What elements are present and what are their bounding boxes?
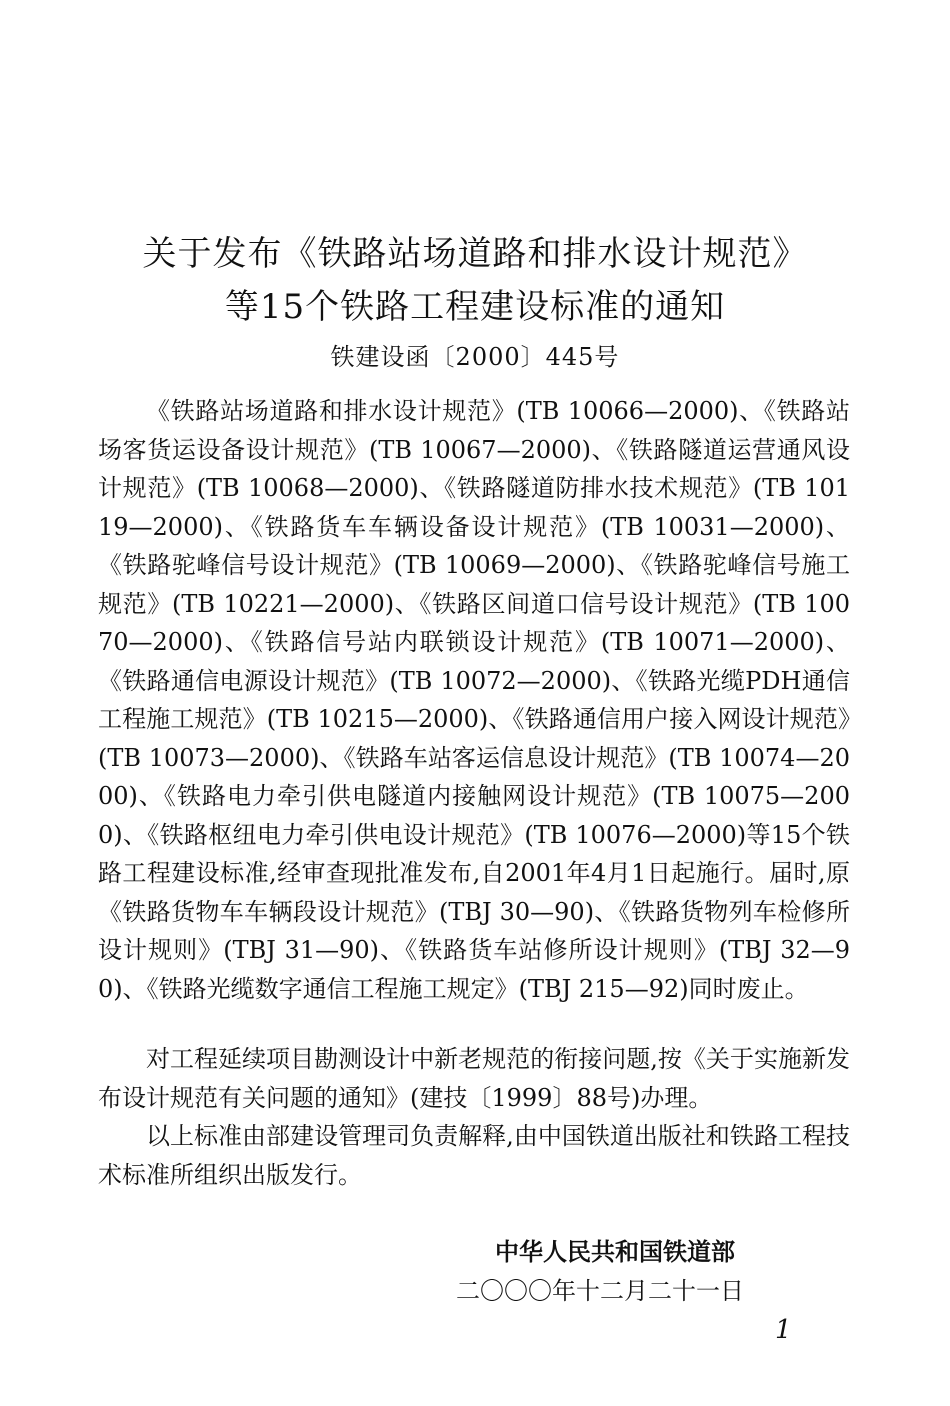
body-paragraph-transition: 对工程延续项目勘测设计中新老规范的衔接问题,按《关于实施新发布设计规范有关问题的通知》(建技〔1999〕88号)办理。 xyxy=(98,1045,850,1112)
body-paragraph-interpretation: 以上标准由部建设管理司负责解释,由中国铁道出版社和铁路工程技术标准所组织出版发行。 xyxy=(98,1122,850,1189)
signature-organization: 中华人民共和国铁道部 xyxy=(495,1237,735,1266)
signature-date: 二〇〇〇年十二月二十一日 xyxy=(456,1277,744,1305)
notice-title-line-2: 等15个铁路工程建设标准的通知 xyxy=(224,287,726,327)
notice-title-line-1: 关于发布《铁路站场道路和排水设计规范》 xyxy=(142,234,808,274)
page-number: 1 xyxy=(775,1315,792,1345)
body-paragraph-standards-list: 《铁路站场道路和排水设计规范》(TB 10066—2000)、《铁路站场客货运设备设计规范》(TB 10067—2000)、《铁路隧道运营通风设计规范》(TB 10068—2000)、《铁路隧道防排水技术规范》(TB 10119—2000)、《铁路货车车辆设备设计规范》(TB 10031—2000)、《铁路驼峰信号设计规范》(TB 10069—2000)、《铁路驼峰信号施工规范》(TB 10221—2000)、《铁路区间道口信号设计规范》(TB 10070—2000)、《铁路信号站内联锁设计规范》(TB 10071—2000)、《铁路通信电源设计规范》(TB 10072—2000)、《铁路光缆PDH通信工程施工规范》(TB 10215—2000)、《铁路通信用户接入网设计规范》(TB 10073—2000)、《铁路车站客运信息设计规范》(TB 10074—2000)、《铁路电力牵引供电隧道内接触网设计规范》(TB 10075—2000)、《铁路枢纽电力牵引供电设计规范》(TB 10076—2000)等15个铁路工程建设标准,经审查现批准发布,自2001年4月1日起施行。届时,原《铁路货物车车辆段设计规范》(TBJ 30—90)、《铁路货物列车检修所设计规则》(TBJ 31—90)、《铁路货车站修所设计规则》(TBJ 32—90)、《铁路光缆数字通信工程施工规定》(TBJ 215—92)同时废止。 xyxy=(98,397,850,1003)
document-number: 铁建设函〔2000〕445号 xyxy=(330,343,620,371)
